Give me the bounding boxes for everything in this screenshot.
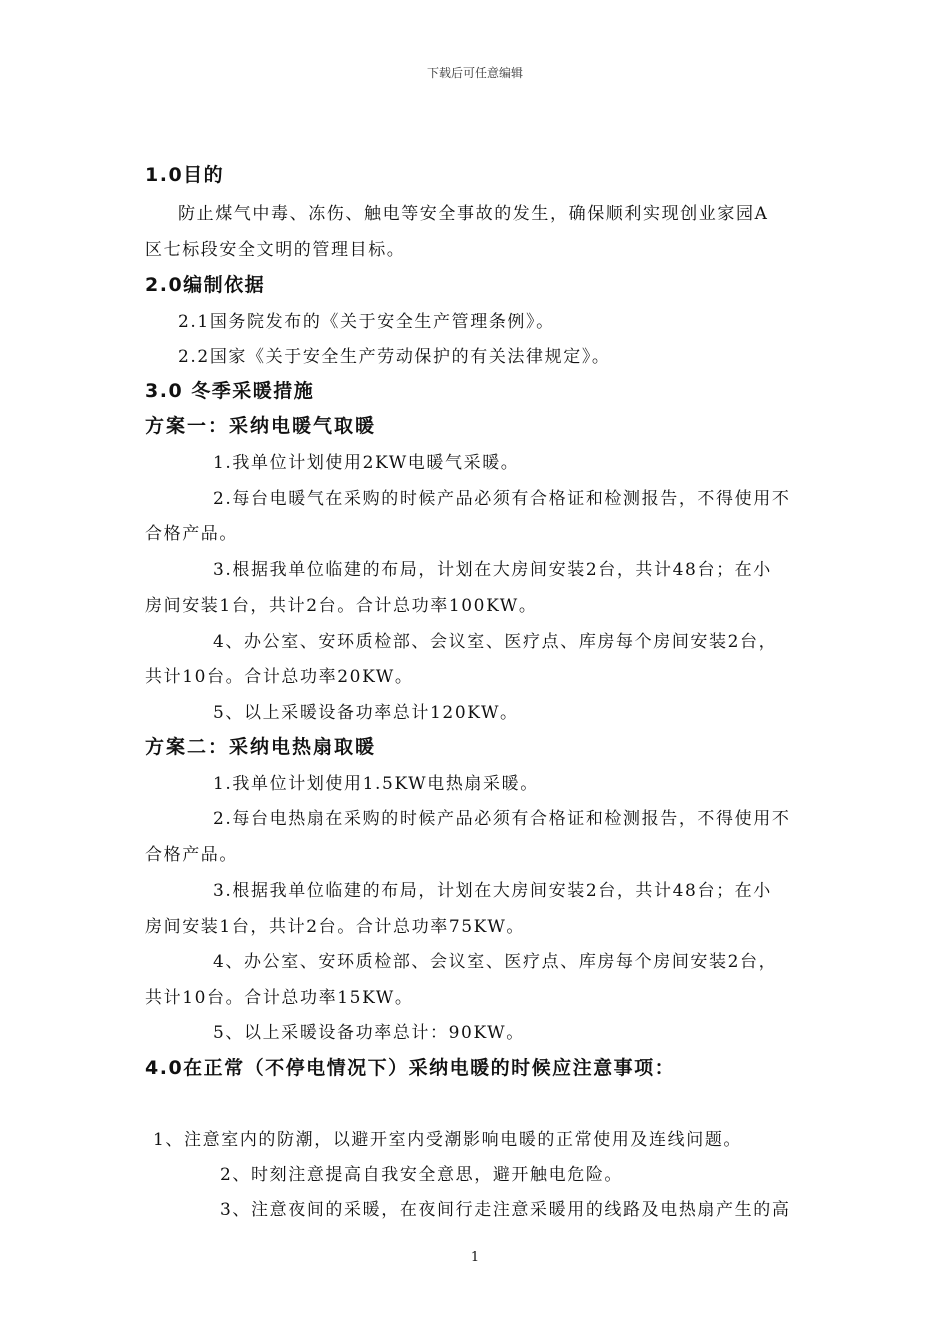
plan-1-item-1: 1.我单位计划使用2KW电暖气采暖。 bbox=[213, 453, 520, 473]
section-1-paragraph-line-2: 区七标段安全文明的管理目标。 bbox=[145, 240, 406, 260]
header-note: 下载后可任意编辑 bbox=[426, 66, 523, 80]
plan-2-item-3-line-1: 3.根据我单位临建的布局，计划在大房间安装2台，共计48台；在小 bbox=[213, 881, 772, 901]
plan-2-title: 方案二：采纳电热扇取暖 bbox=[145, 736, 377, 758]
plan-1-item-4-line-2: 共计10台。合计总功率20KW。 bbox=[145, 667, 414, 687]
plan-2-item-5: 5、以上采暖设备功率总计：90KW。 bbox=[213, 1023, 525, 1043]
plan-2-item-2-line-1: 2.每台电热扇在采购的时候产品必须有合格证和检测报告，不得使用不 bbox=[213, 809, 791, 829]
section-3-title: 3.0 冬季采暖措施 bbox=[145, 380, 315, 402]
section-4-item-3: 3、注意夜间的采暖，在夜间行走注意采暖用的线路及电热扇产生的高 bbox=[220, 1200, 791, 1220]
section-1-paragraph-line-1: 防止煤气中毒、冻伤、触电等安全事故的发生，确保顺利实现创业家园A bbox=[178, 204, 769, 224]
plan-1-item-2-line-1: 2.每台电暖气在采购的时候产品必须有合格证和检测报告，不得使用不 bbox=[213, 489, 791, 509]
plan-2-item-4-line-2: 共计10台。合计总功率15KW。 bbox=[145, 988, 414, 1008]
plan-2-item-1: 1.我单位计划使用1.5KW电热扇采暖。 bbox=[213, 774, 539, 794]
section-4-title: 4.0在正常（不停电情况下）采纳电暖的时候应注意事项： bbox=[145, 1057, 676, 1079]
plan-1-title: 方案一：采纳电暖气取暖 bbox=[145, 415, 377, 437]
plan-2-item-4-line-1: 4、办公室、安环质检部、会议室、医疗点、库房每个房间安装2台， bbox=[213, 952, 778, 972]
section-2-title: 2.0编制依据 bbox=[145, 274, 266, 296]
plan-1-item-4-line-1: 4、办公室、安环质检部、会议室、医疗点、库房每个房间安装2台， bbox=[213, 632, 778, 652]
section-4-item-1: 1、注意室内的防潮，以避开室内受潮影响电暖的正常使用及连线问题。 bbox=[153, 1130, 743, 1150]
plan-2-item-2-line-2: 合格产品。 bbox=[145, 845, 238, 865]
section-4-item-2: 2、时刻注意提高自我安全意思，避开触电危险。 bbox=[220, 1165, 624, 1185]
plan-2-item-3-line-2: 房间安装1台，共计2台。合计总功率75KW。 bbox=[145, 917, 526, 937]
section-1-title: 1.0目的 bbox=[145, 164, 225, 186]
section-2-item-2: 2.2国家《关于安全生产劳动保护的有关法律规定》。 bbox=[178, 347, 611, 367]
plan-1-item-2-line-2: 合格产品。 bbox=[145, 524, 238, 544]
plan-1-item-3-line-2: 房间安装1台，共计2台。合计总功率100KW。 bbox=[145, 596, 538, 616]
page-number: 1 bbox=[470, 1250, 480, 1265]
plan-1-item-5: 5、以上采暖设备功率总计120KW。 bbox=[213, 703, 519, 723]
section-2-item-1: 2.1国务院发布的《关于安全生产管理条例》。 bbox=[178, 312, 555, 332]
plan-1-item-3-line-1: 3.根据我单位临建的布局，计划在大房间安装2台，共计48台；在小 bbox=[213, 560, 772, 580]
